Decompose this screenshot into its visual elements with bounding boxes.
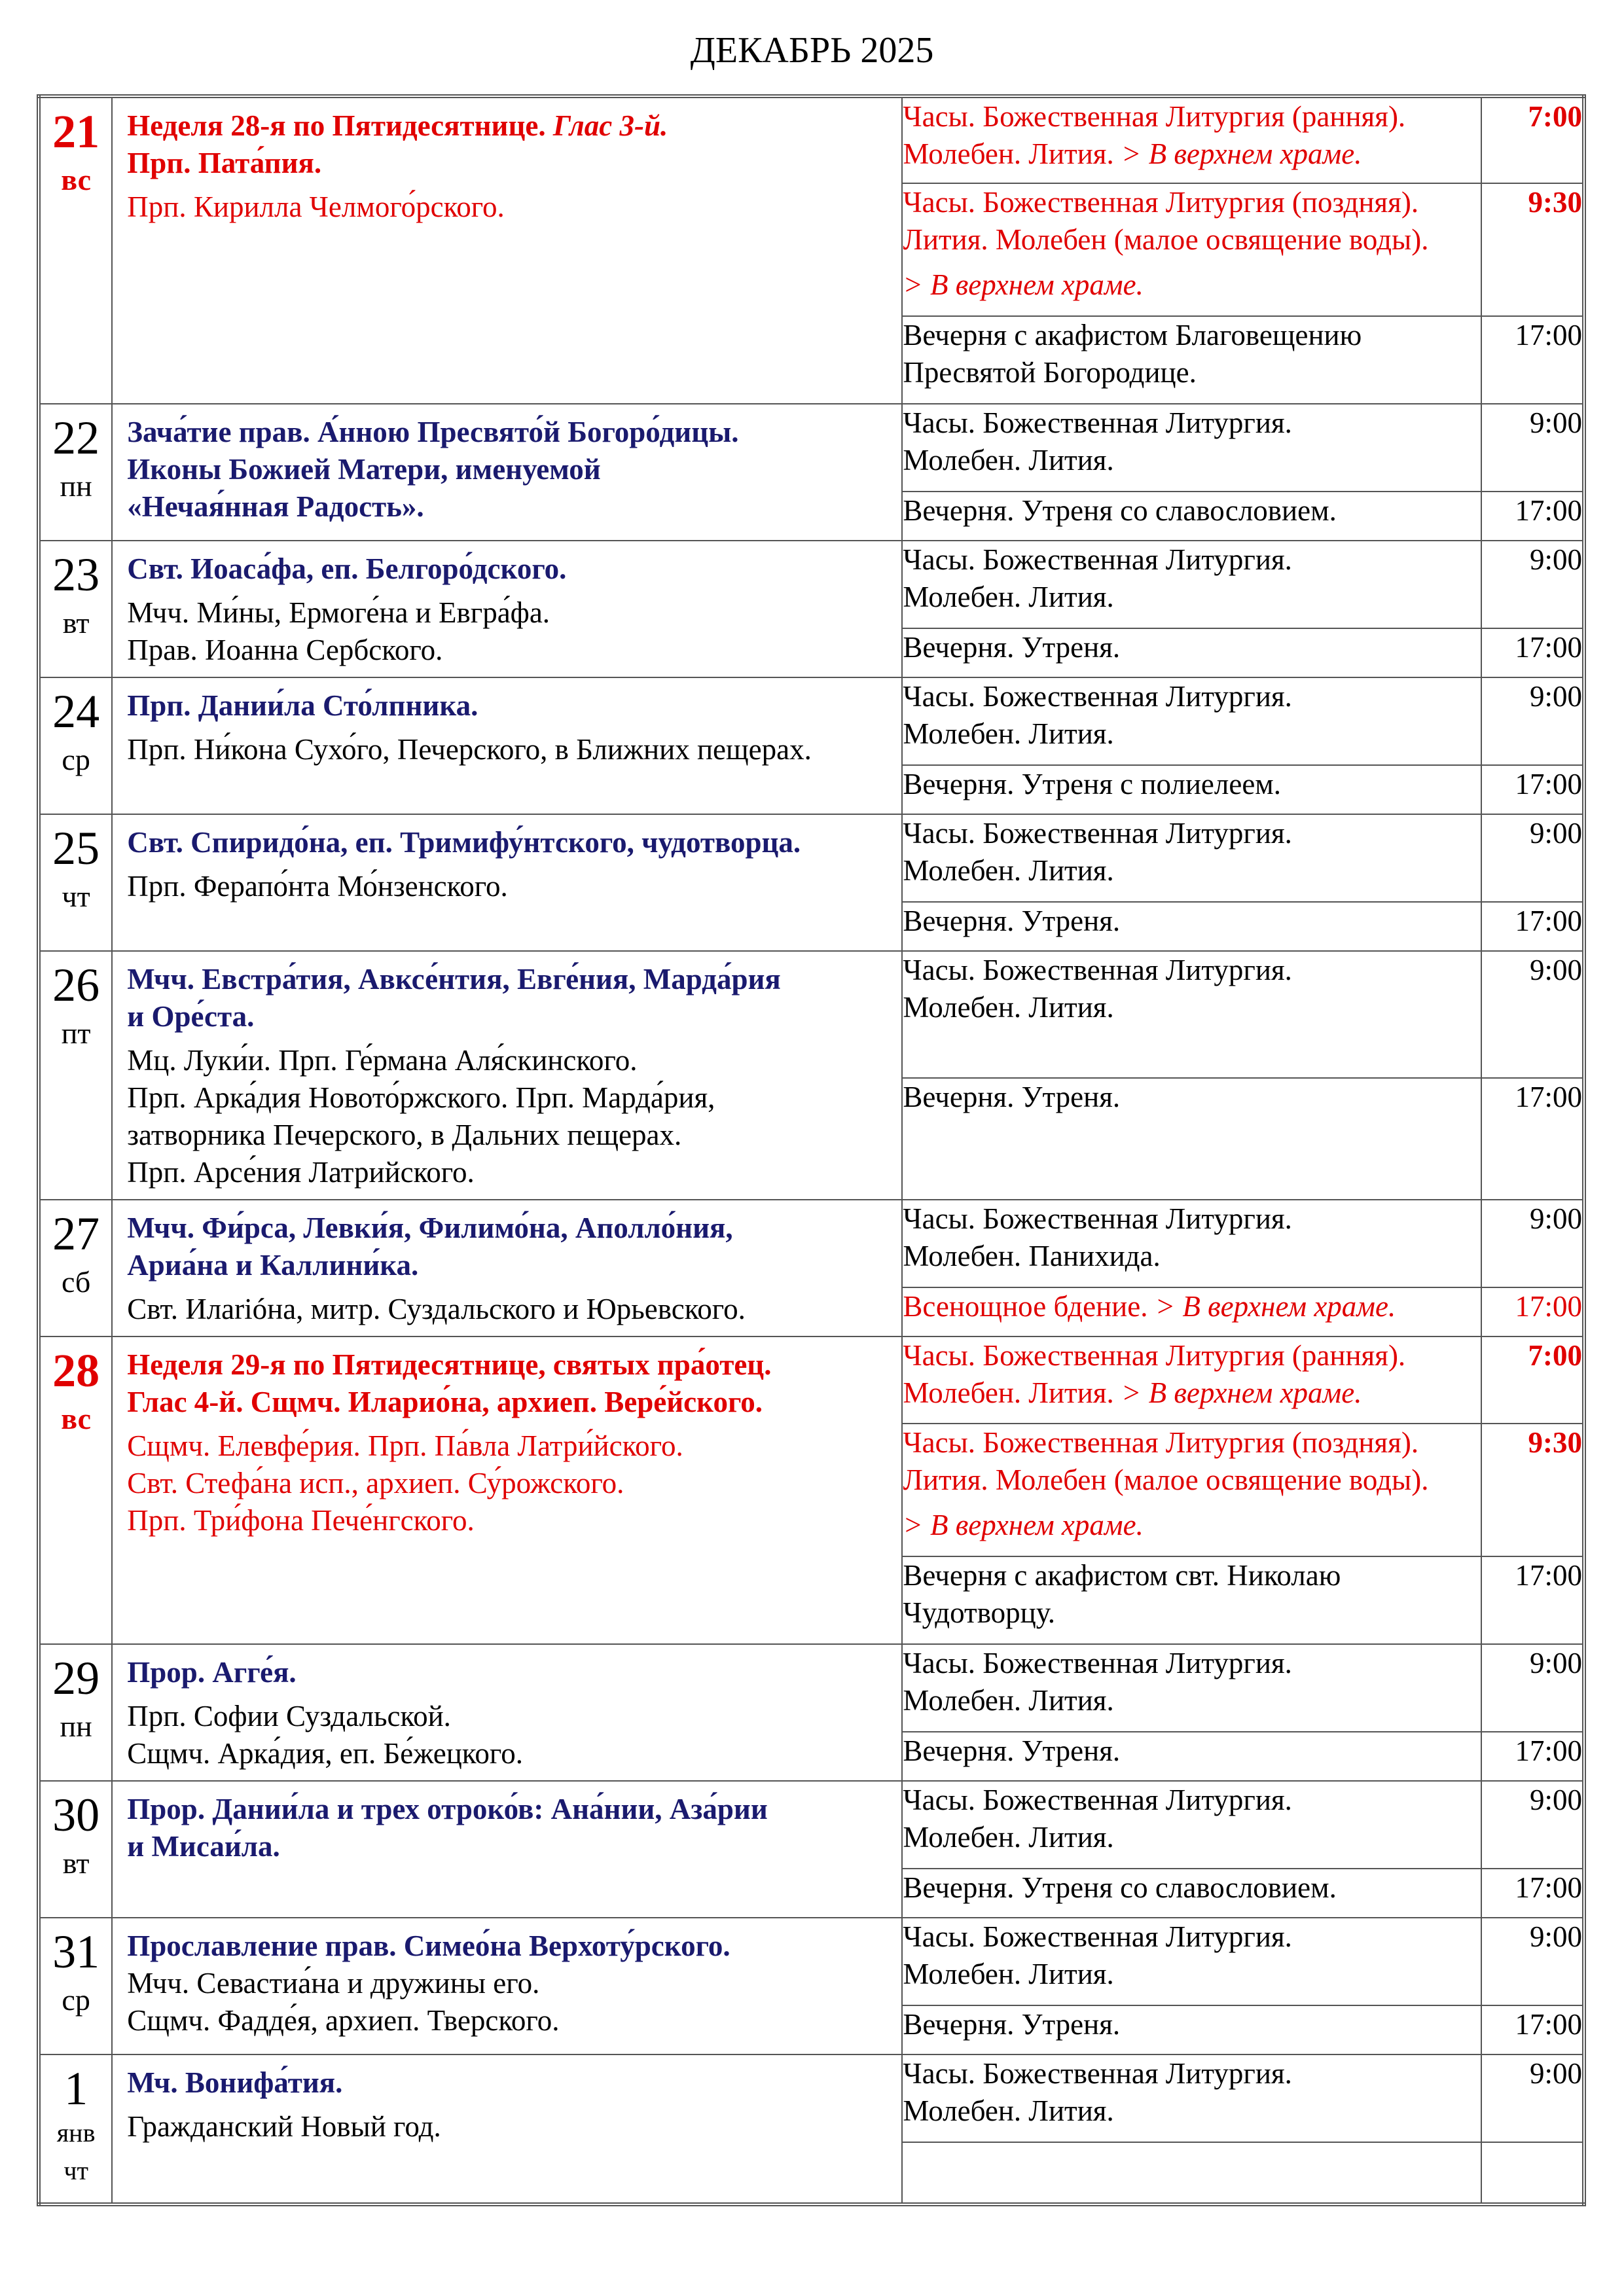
- minor-line: Прп. Арка́дия Новото́ржского. Прп. Марда́рия,: [127, 1081, 715, 1114]
- service-line: Молебен. Лития.: [903, 1684, 1114, 1717]
- minor-commemorations: [127, 1042, 890, 1191]
- location-note: > В верхнем храме.: [903, 268, 1144, 301]
- feast-title: [127, 107, 890, 182]
- service-line: Всенощное бдение.: [903, 1290, 1155, 1323]
- minor-commemorations: [127, 188, 890, 226]
- service-cell: [902, 902, 1481, 951]
- saints-cell: [112, 1918, 902, 2054]
- minor-commemorations: [127, 868, 890, 905]
- day-number: 25: [52, 822, 100, 874]
- day-row-23: [39, 541, 1584, 628]
- feast-line: Прор. Агге́я.: [127, 1656, 297, 1689]
- feast-title: [127, 1654, 890, 1691]
- service-line: Часы. Божественная Литургия (поздняя).: [903, 1426, 1419, 1459]
- minor-commemorations: [127, 1698, 890, 1772]
- day-row-24: [39, 677, 1584, 765]
- service-line: Вечерня с акафистом свт. Николаю: [903, 1559, 1341, 1592]
- service-line: Молебен. Лития.: [903, 1821, 1114, 1854]
- saints-cell: [112, 1200, 902, 1336]
- saints-cell: [112, 677, 902, 814]
- service-line: Часы. Божественная Литургия (ранняя).: [903, 100, 1406, 133]
- feast-line: Прп. Дании́ла Сто́лпника.: [127, 689, 478, 722]
- date-cell: [39, 96, 112, 404]
- service-cell-empty: [902, 2142, 1481, 2204]
- date-cell: [39, 404, 112, 541]
- saints-cell: [112, 404, 902, 541]
- feast-title: [127, 824, 890, 861]
- service-line: Молебен. Лития.: [903, 581, 1114, 613]
- service-time: 17:00: [1481, 1556, 1584, 1644]
- minor-line: Свт. Стефа́на исп., архиеп. Су́рожского.: [127, 1467, 624, 1499]
- service-time: 7:00: [1481, 1336, 1584, 1424]
- location-note: > В верхнем храме.: [903, 1509, 1144, 1541]
- weekday: пн: [60, 469, 92, 503]
- minor-line: Свт. Илarióна, митр. Суздальского и Юрьевского.: [127, 1293, 746, 1325]
- service-time: 9:00: [1481, 951, 1584, 1078]
- service-time: 17:00: [1481, 1078, 1584, 1200]
- service-line: Часы. Божественная Литургия.: [903, 954, 1292, 986]
- day-number: 23: [52, 548, 100, 601]
- service-cell: [902, 1644, 1481, 1732]
- service-line: Молебен. Лития.: [903, 717, 1114, 750]
- service-line: Молебен. Панихида.: [903, 1240, 1161, 1272]
- service-cell: [902, 183, 1481, 316]
- service-line: Часы. Божественная Литургия.: [903, 1920, 1292, 1953]
- feast-line: Свт. Спиридо́на, еп. Тримифу́нтского, чудотворца.: [127, 826, 801, 859]
- service-line: Молебен. Лития.: [903, 1958, 1114, 1990]
- location-note: > В верхнем храме.: [1121, 137, 1362, 170]
- service-time: 9:00: [1481, 1200, 1584, 1287]
- service-time: 9:00: [1481, 1644, 1584, 1732]
- service-time: 17:00: [1481, 2005, 1584, 2054]
- day-row-26: [39, 951, 1584, 1078]
- saints-cell: [112, 96, 902, 404]
- weekday: ср: [62, 1983, 90, 2017]
- feast-title: [127, 687, 890, 725]
- feast-title: [127, 2064, 890, 2102]
- minor-commemorations: [127, 1965, 890, 2039]
- service-cell: [902, 1781, 1481, 1869]
- service-cell: [902, 1869, 1481, 1918]
- service-cell: [902, 316, 1481, 404]
- service-cell: [902, 1078, 1481, 1200]
- service-time: 9:00: [1481, 814, 1584, 902]
- service-line: Часы. Божественная Литургия.: [903, 1647, 1292, 1679]
- service-time: 9:00: [1481, 2054, 1584, 2142]
- service-time: 17:00: [1481, 765, 1584, 814]
- minor-line: Сщмч. Елевфе́рия. Прп. Па́вла Латри́йского.: [127, 1429, 683, 1462]
- feast-title: [127, 961, 890, 1035]
- day-number: 26: [52, 959, 100, 1011]
- service-cell: [902, 1556, 1481, 1644]
- service-line: Лития. Молебен (малое освящение воды).: [903, 223, 1429, 256]
- service-line: Вечерня. Утреня.: [903, 631, 1121, 664]
- service-line: Часы. Божественная Литургия.: [903, 543, 1292, 576]
- service-line: Молебен. Лития.: [903, 1376, 1121, 1409]
- page-title: ДЕКАБРЬ 2025: [690, 30, 934, 71]
- service-line: Часы. Божественная Литургия (ранняя).: [903, 1339, 1406, 1372]
- weekday: чт: [63, 2156, 88, 2185]
- service-line: Вечерня. Утреня.: [903, 1734, 1121, 1767]
- feast-title: [127, 1346, 890, 1421]
- schedule-table: [37, 94, 1586, 2206]
- service-time: 17:00: [1481, 1732, 1584, 1781]
- location-note: > В верхнем храме.: [1121, 1376, 1362, 1409]
- service-cell: [902, 951, 1481, 1078]
- day-row-21: [39, 96, 1584, 183]
- minor-line: затворника Печерского, в Дальних пещерах.: [127, 1119, 682, 1151]
- feast-line: Зача́тие прав. А́нною Пресвято́й Богоро́дицы.: [127, 416, 739, 448]
- minor-line: Прп. Ферапо́нта Мо́нзенского.: [127, 870, 508, 903]
- saints-cell: [112, 2054, 902, 2204]
- service-line: Часы. Божественная Литургия.: [903, 2057, 1292, 2090]
- minor-line: Прп. Три́фона Пече́нгского.: [127, 1504, 475, 1537]
- feast-line: и Мисаи́ла.: [127, 1830, 280, 1863]
- service-cell: [902, 628, 1481, 677]
- minor-commemorations: [127, 594, 890, 669]
- service-time: 17:00: [1481, 1869, 1584, 1918]
- weekday: чт: [62, 880, 90, 913]
- service-cell: [902, 1200, 1481, 1287]
- service-line: Молебен. Лития.: [903, 854, 1114, 887]
- date-cell: [39, 814, 112, 951]
- service-cell: [902, 96, 1481, 183]
- service-time-empty: [1481, 2142, 1584, 2204]
- service-line: Молебен. Лития.: [903, 444, 1114, 476]
- day-row-1: [39, 2054, 1584, 2142]
- service-time: 9:00: [1481, 1781, 1584, 1869]
- date-cell: [39, 951, 112, 1200]
- day-number: 30: [52, 1789, 100, 1841]
- service-time: 9:00: [1481, 677, 1584, 765]
- service-time: 17:00: [1481, 492, 1584, 541]
- day-row-31: [39, 1918, 1584, 2005]
- feast-line: Свт. Иоаса́фа, еп. Белгоро́дского.: [127, 552, 567, 585]
- weekday: пн: [60, 1710, 92, 1743]
- service-time: 17:00: [1481, 316, 1584, 404]
- day-row-22: [39, 404, 1584, 492]
- date-cell: [39, 2054, 112, 2204]
- minor-line: Мц. Луки́и. Прп. Ге́рмана Аля́скинского.: [127, 1044, 638, 1077]
- date-cell: [39, 677, 112, 814]
- feast-line: Неделя 28-я по Пятидесятнице.: [127, 109, 553, 142]
- day-number: 28: [52, 1344, 100, 1397]
- date-cell: [39, 1781, 112, 1918]
- saints-cell: [112, 951, 902, 1200]
- saints-cell: [112, 1781, 902, 1918]
- day-row-29: [39, 1644, 1584, 1732]
- feast-line: Мч. Вонифа́тия.: [127, 2066, 343, 2099]
- weekday: сб: [61, 1265, 91, 1299]
- service-line: Вечерня. Утреня.: [903, 2008, 1121, 2041]
- service-time: 9:30: [1481, 1424, 1584, 1556]
- weekday: вс: [61, 1402, 92, 1435]
- service-time: 9:00: [1481, 404, 1584, 492]
- feast-line: Мчч. Евстра́тия, Авксе́нтия, Евге́ния, Марда́рия: [127, 963, 781, 996]
- day-number: 24: [52, 685, 100, 738]
- weekday: вт: [62, 606, 90, 639]
- saints-cell: [112, 541, 902, 677]
- day-row-27: [39, 1200, 1584, 1287]
- date-cell: [39, 1200, 112, 1336]
- date-cell: [39, 1336, 112, 1644]
- service-line: Вечерня. Утреня.: [903, 905, 1121, 937]
- saints-cell: [112, 814, 902, 951]
- minor-line: Прп. Ни́кона Сухо́го, Печерского, в Ближних пещерах.: [127, 733, 812, 766]
- feast-title: [127, 1791, 890, 1865]
- location-note: > В верхнем храме.: [1155, 1290, 1396, 1323]
- service-time: 9:30: [1481, 183, 1584, 316]
- service-cell: [902, 541, 1481, 628]
- service-line: Часы. Божественная Литургия.: [903, 680, 1292, 713]
- service-cell: [902, 1918, 1481, 2005]
- service-line: Вечерня с акафистом Благовещению: [903, 319, 1362, 351]
- service-line: Молебен. Лития.: [903, 2094, 1114, 2127]
- service-line: Часы. Божественная Литургия.: [903, 1202, 1292, 1235]
- service-line: Часы. Божественная Литургия.: [903, 1784, 1292, 1816]
- service-cell: [902, 2054, 1481, 2142]
- service-line: Молебен. Лития.: [903, 991, 1114, 1024]
- minor-commemorations: [127, 1427, 890, 1539]
- month-label: янв: [56, 2118, 96, 2147]
- feast-line: Прор. Дании́ла и трех отроко́в: Ана́нии, Аза́рии: [127, 1793, 768, 1825]
- feast-line: Иконы Божией Матери, именуемой: [127, 453, 601, 486]
- service-time: 17:00: [1481, 1287, 1584, 1336]
- service-line: Вечерня. Утреня с полиелеем.: [903, 768, 1282, 800]
- date-cell: [39, 541, 112, 677]
- feast-title: [127, 1928, 890, 1965]
- minor-commemorations: [127, 731, 890, 768]
- feast-title: [127, 414, 890, 526]
- minor-line: Гражданский Новый год.: [127, 2110, 441, 2143]
- service-cell: [902, 492, 1481, 541]
- day-number: 22: [52, 412, 100, 464]
- day-number: 29: [52, 1652, 100, 1704]
- service-line: Часы. Божественная Литургия (поздняя).: [903, 186, 1419, 219]
- day-row-25: [39, 814, 1584, 902]
- service-line: Часы. Божественная Литургия.: [903, 817, 1292, 850]
- minor-line: Сщмч. Арка́дия, еп. Бе́жецкого.: [127, 1737, 523, 1770]
- service-line: Пресвятой Богородице.: [903, 356, 1197, 389]
- feast-line: Прославление прав. Симео́на Верхоту́рского.: [127, 1929, 731, 1962]
- service-cell: [902, 404, 1481, 492]
- day-number: 21: [52, 105, 100, 158]
- saints-cell: [112, 1644, 902, 1781]
- service-time: 9:00: [1481, 541, 1584, 628]
- feast-line: «Нечая́нная Радость».: [127, 490, 424, 523]
- weekday: пт: [61, 1016, 91, 1050]
- day-row-30: [39, 1781, 1584, 1869]
- minor-commemorations: [127, 1291, 890, 1328]
- feast-line: Глас 3-й.: [552, 109, 668, 142]
- feast-line: Неделя 29-я по Пятидесятнице, святых пра́отец.: [127, 1348, 772, 1381]
- weekday: вт: [62, 1846, 90, 1880]
- service-time: 17:00: [1481, 628, 1584, 677]
- feast-title: [127, 550, 890, 588]
- minor-line: Прп. Кирилла Челмого́рского.: [127, 190, 505, 223]
- service-line: Чудотворцу.: [903, 1596, 1055, 1629]
- service-line: Лития. Молебен (малое освящение воды).: [903, 1463, 1429, 1496]
- service-line: Вечерня. Утреня со славословием.: [903, 1871, 1337, 1904]
- service-line: Вечерня. Утреня со славословием.: [903, 494, 1337, 527]
- feast-line: Прп. Пата́пия.: [127, 147, 322, 179]
- minor-line: Прав. Иоанна Сербского.: [127, 634, 443, 666]
- day-number: 27: [52, 1208, 100, 1260]
- feast-title: [127, 1210, 890, 1284]
- minor-line: Прп. Арсе́ния Латрийского.: [127, 1156, 475, 1189]
- feast-line: Ариа́на и Каллини́ка.: [127, 1249, 419, 1282]
- service-time: 7:00: [1481, 96, 1584, 183]
- minor-line: Мчч. Севастиа́на и дружины его.: [127, 1967, 540, 2000]
- weekday: ср: [62, 743, 90, 776]
- service-cell: [902, 677, 1481, 765]
- feast-line: и Оре́ста.: [127, 1000, 255, 1033]
- date-cell: [39, 1644, 112, 1781]
- service-line: Часы. Божественная Литургия.: [903, 406, 1292, 439]
- feast-line: Глас 4-й. Сщмч. Иларио́на, архиеп. Вере́йского.: [127, 1386, 763, 1418]
- weekday: вс: [61, 163, 92, 196]
- service-line: Вечерня. Утреня.: [903, 1081, 1121, 1114]
- service-cell: [902, 1732, 1481, 1781]
- day-number: 31: [52, 1926, 100, 1978]
- saints-cell: [112, 1336, 902, 1644]
- feast-line: Мчч. Фи́рса, Левки́я, Филимо́на, Аполло́ния,: [127, 1211, 733, 1244]
- date-cell: [39, 1918, 112, 2054]
- minor-line: Прп. Софии Суздальской.: [127, 1700, 451, 1732]
- service-line: Молебен. Лития.: [903, 137, 1121, 170]
- day-row-28: [39, 1336, 1584, 1424]
- service-cell: [902, 2005, 1481, 2054]
- minor-line: Сщмч. Фадде́я, архиеп. Тверского.: [127, 2004, 560, 2037]
- minor-line: Мчч. Ми́ны, Ермоге́на и Евгра́фа.: [127, 596, 550, 629]
- day-number: 1: [64, 2062, 88, 2115]
- service-cell: [902, 1336, 1481, 1424]
- service-cell: [902, 1287, 1481, 1336]
- service-cell: [902, 1424, 1481, 1556]
- service-time: 9:00: [1481, 1918, 1584, 2005]
- minor-commemorations: [127, 2108, 890, 2145]
- service-cell: [902, 814, 1481, 902]
- service-time: 17:00: [1481, 902, 1584, 951]
- service-cell: [902, 765, 1481, 814]
